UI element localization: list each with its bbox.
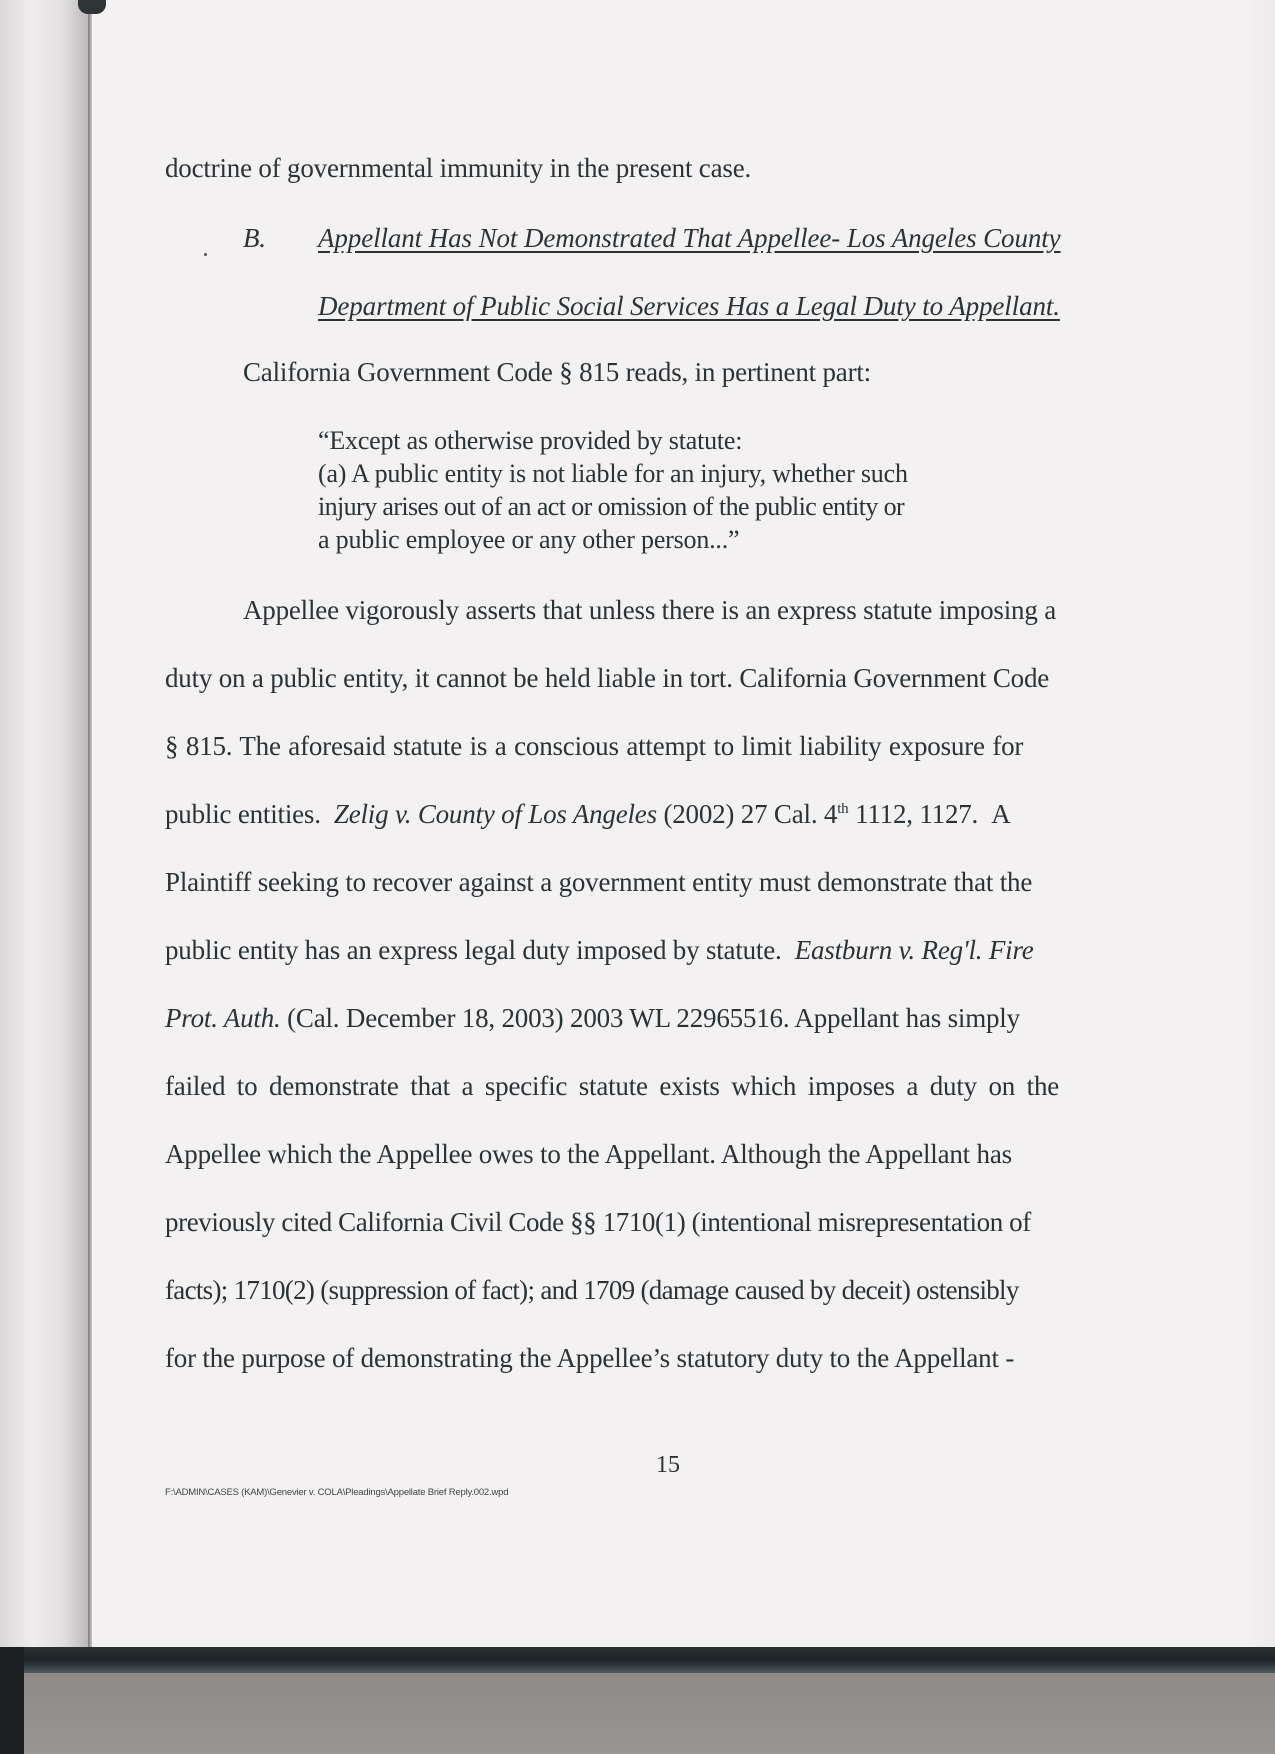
section-heading-line-1: Appellant Has Not Demonstrated That Appellee- Los Angeles County xyxy=(318,223,1061,253)
scanner-bottom-edge xyxy=(0,1647,1275,1673)
intro-line: California Government Code § 815 reads, in pertinent part: xyxy=(243,357,871,387)
page-spine-edge xyxy=(88,0,92,1650)
body-line: Appellee which the Appellee owes to the Appellant. Although the Appellant has xyxy=(165,1139,1012,1169)
page-right-edge xyxy=(1245,0,1275,1650)
binding-clip xyxy=(78,0,106,14)
body-line-citation xyxy=(165,798,1011,830)
book-binding-shadow xyxy=(0,0,90,1650)
blockquote-line: “Except as otherwise provided by statute: xyxy=(318,426,743,455)
body-text: public entities. xyxy=(165,799,321,829)
body-text: public entity has an express legal duty imposed by statute. xyxy=(165,935,782,965)
scan-speck xyxy=(204,253,207,256)
footer-file-path: F:\ADMIN\CASES (KAM)\Genevier v. COLA\Pleadings\Appellate Brief Reply.002.wpd xyxy=(165,1487,509,1498)
body-line: duty on a public entity, it cannot be held liable in tort. California Government Code xyxy=(165,663,1050,693)
page-number: 15 xyxy=(656,1452,680,1478)
blockquote-line: a public employee or any other person...” xyxy=(318,525,740,554)
section-marker: B. xyxy=(243,223,266,253)
ordinal-suffix: th xyxy=(837,801,849,817)
body-line: Plaintiff seeking to recover against a government entity must demonstrate that the xyxy=(165,867,1033,897)
body-text: (Cal. December 18, 2003) 2003 WL 22965516. Appellant has simply xyxy=(287,1003,1020,1033)
section-heading-line-2: Department of Public Social Services Has a Legal Duty to Appellant. xyxy=(318,291,1060,321)
body-text: (2002) 27 Cal. 4 xyxy=(663,799,838,829)
case-citation: Eastburn v. Reg'l. Fire xyxy=(794,935,1034,965)
body-line: previously cited California Civil Code §§ 1710(1) (intentional misrepresentation of xyxy=(165,1207,1031,1237)
body-line: § 815. The aforesaid statute is a conscious attempt to limit liability exposure for xyxy=(165,731,1024,761)
body-line: failed to demonstrate that a specific statute exists which imposes a duty on the xyxy=(165,1071,1060,1101)
body-line: for the purpose of demonstrating the Appellee’s statutory duty to the Appellant - xyxy=(165,1343,1015,1373)
body-line: doctrine of governmental immunity in the present case. xyxy=(165,153,752,183)
body-text: 1112, 1127. xyxy=(855,799,979,829)
scanner-background xyxy=(0,1673,1275,1754)
blockquote-line: injury arises out of an act or omission of the public entity or xyxy=(318,492,905,521)
body-line: facts); 1710(2) (suppression of fact); and 1709 (damage caused by deceit) ostensibly xyxy=(165,1275,1019,1305)
case-citation: Prot. Auth. xyxy=(165,1003,281,1033)
case-citation: Zelig v. County of Los Angeles xyxy=(333,799,657,829)
scanner-corner xyxy=(0,1647,24,1754)
body-line-citation xyxy=(165,1002,1020,1034)
body-line-citation xyxy=(165,934,1034,966)
body-text: A xyxy=(991,799,1011,829)
blockquote-line: (a) A public entity is not liable for an injury, whether such xyxy=(318,459,908,488)
body-line: Appellee vigorously asserts that unless there is an express statute imposing a xyxy=(243,595,1056,625)
